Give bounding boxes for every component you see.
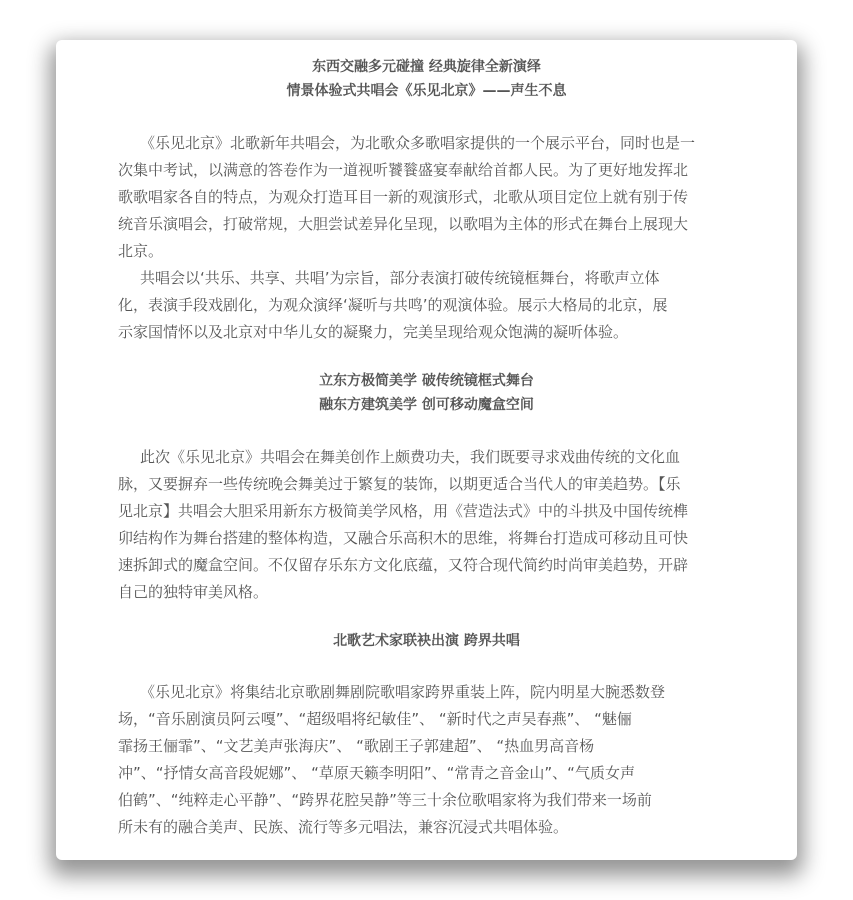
paragraph-line: 伯鹤”、“纯粹走心平静”、“跨界花腔吴静”等三十余位歌唱家将为我们带来一场前 xyxy=(118,791,652,809)
section3-paragraph xyxy=(118,679,735,841)
paragraph-line: 此次《乐见北京》共唱会在舞美创作上颇费功夫，我们既要寻求戏曲传统的文化血 xyxy=(140,448,681,466)
paragraph-line: 化，表演手段戏剧化，为观众演绎‘凝听与共鸣’的观演体验。展示大格局的北京，展 xyxy=(118,296,668,314)
paragraph-line: 场，“音乐剧演员阿云嘎”、“超级唱将纪敏佳”、 “新时代之声吴春燕”、 “魅俪 xyxy=(118,710,632,728)
article-card xyxy=(56,40,797,860)
section2-heading-line1: 立东方极简美学 破传统镜框式舞台 xyxy=(319,373,534,389)
paragraph-line: 自己的独特审美风格。 xyxy=(118,583,269,601)
paragraph-line: 《乐见北京》北歌新年共唱会，为北歌众多歌唱家提供的一个展示平台，同时也是一 xyxy=(140,134,696,152)
paragraph-line: 歌歌唱家各自的特点，为观众打造耳目一新的观演形式，北歌从项目定位上就有别于传 xyxy=(118,188,689,206)
section2-paragraph xyxy=(118,444,735,606)
section1-heading xyxy=(118,55,735,103)
paragraph-line: 速拆卸式的魔盒空间。不仅留存乐东方文化底蕴，又符合现代简约时尚审美趋势，开辟 xyxy=(118,556,689,574)
section1-heading-line1: 东西交融多元碰撞 经典旋律全新演绎 xyxy=(312,59,541,75)
section2-heading-line2: 融东方建筑美学 创可移动魔盒空间 xyxy=(319,397,534,413)
paragraph-line: 冲”、“抒情女高音段妮娜”、 “草原天籁李明阳”、“常青之音金山”、“气质女声 xyxy=(118,764,635,782)
paragraph-line: 共唱会以‘共乐、共享、共唱’为宗旨，部分表演打破传统镜框舞台，将歌声立体 xyxy=(140,269,660,287)
section1-paragraph1 xyxy=(118,130,735,265)
paragraph-line: 次集中考试，以满意的答卷作为一道视听饕餮盛宴奉献给首都人民。为了更好地发挥北 xyxy=(118,161,689,179)
paragraph-line: 所未有的融合美声、民族、流行等多元唱法，兼容沉浸式共唱体验。 xyxy=(118,818,569,836)
paragraph-line: 《乐见北京》将集结北京歌剧舞剧院歌唱家跨界重装上阵，院内明星大腕悉数登 xyxy=(140,683,666,701)
paragraph-line: 示家国情怀以及北京对中华儿女的凝聚力，完美呈现给观众饱满的凝听体验。 xyxy=(118,323,629,341)
paragraph-line: 霏扬王俪霏”、“文艺美声张海庆”、 “歌剧王子郭建超”、 “热血男高音杨 xyxy=(118,737,595,755)
paragraph-line: 统音乐演唱会，打破常规，大胆尝试差异化呈现，以歌唱为主体的形式在舞台上展现大 xyxy=(118,215,689,233)
section3-heading-line: 北歌艺术家联袂出演 跨界共唱 xyxy=(333,633,520,649)
section1-paragraph2 xyxy=(118,265,735,346)
paragraph-line: 见北京】共唱会大胆采用新东方极简美学风格，用《营造法式》中的斗拱及中国传统榫 xyxy=(118,502,689,520)
section2-heading xyxy=(118,369,735,417)
section1-heading-line2: 情景体验式共唱会《乐见北京》——声生不息 xyxy=(286,83,567,99)
paragraph-line: 北京。 xyxy=(118,242,164,260)
paragraph-line: 卯结构作为舞台搭建的整体构造，又融合乐高积木的思维，将舞台打造成可移动且可快 xyxy=(118,529,689,547)
paragraph-line: 脉，又要摒弃一些传统晚会舞美过于繁复的装饰，以期更适合当代人的审美趋势。【乐 xyxy=(118,475,681,493)
section3-heading xyxy=(118,629,735,653)
